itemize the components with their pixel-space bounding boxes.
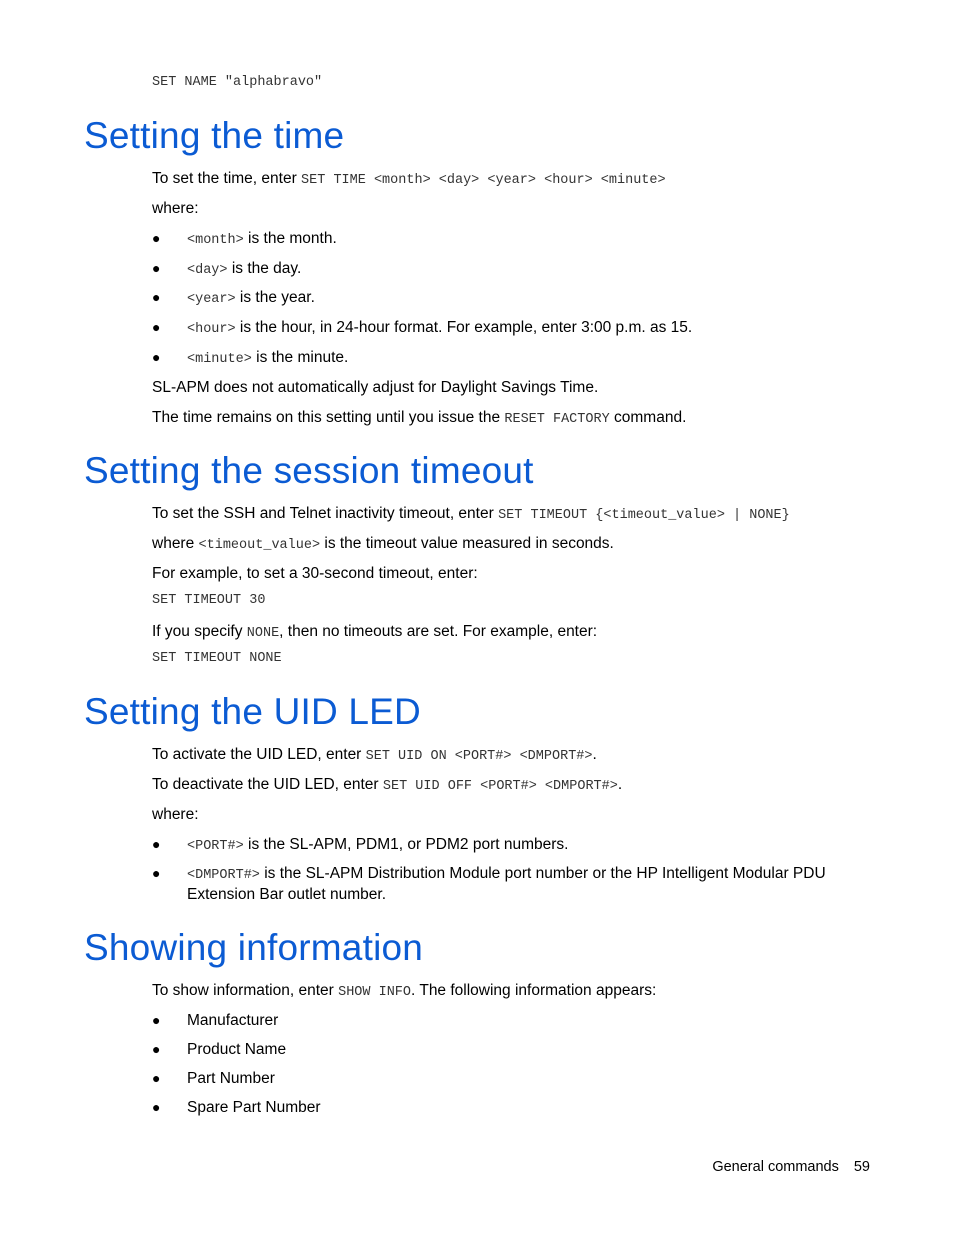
list-item: Product Name (187, 1041, 287, 1058)
timeout-example-code: SET TIMEOUT 30 (152, 593, 266, 608)
list-item-code: <year> (187, 292, 236, 307)
list-item (187, 260, 301, 280)
remain-code: RESET FACTORY (504, 412, 610, 427)
where-text: where (152, 535, 199, 552)
list-item-text: is the day. (227, 260, 302, 277)
list-item: Manufacturer (187, 1012, 279, 1029)
info-intro (152, 982, 656, 1002)
top-code-line: SET NAME "alphabravo" (152, 75, 323, 90)
timeout-intro-text: To set the SSH and Telnet inactivity timeout, enter (152, 505, 499, 522)
list-item-code: <minute> (187, 352, 252, 367)
remain-text-end: command. (609, 409, 687, 426)
page-number: 59 (853, 1159, 870, 1175)
heading-showing-info: Showing information (84, 927, 424, 968)
list-item-text: is the minute. (251, 349, 349, 366)
timeout-intro (152, 505, 790, 525)
bullet-icon: ● (152, 1099, 161, 1115)
info-intro-end: . The following information appears: (411, 982, 657, 999)
none-code: NONE (246, 626, 280, 641)
timeout-none-note (152, 623, 597, 643)
list-item (187, 319, 692, 339)
list-item (187, 836, 568, 856)
bullet-icon: ● (152, 319, 161, 335)
list-item: Spare Part Number (187, 1099, 321, 1116)
activate-end: . (592, 746, 597, 763)
uid-where: where: (152, 806, 199, 823)
none-text-end: , then no timeouts are set. For example, enter: (279, 623, 598, 640)
page-footer (712, 1159, 870, 1175)
heading-setting-time: Setting the time (84, 115, 345, 156)
bullet-icon: ● (152, 836, 161, 852)
bullet-icon: ● (152, 1041, 161, 1057)
list-item-code: <hour> (187, 322, 236, 337)
timeout-example-text: For example, to set a 30-second timeout, enter: (152, 565, 478, 582)
list-item-text: is the year. (235, 289, 315, 306)
list-item (187, 865, 826, 885)
list-item-text: is the SL-APM Distribution Module port number or the HP Intelligent Modular PDU (259, 865, 826, 882)
list-item: Part Number (187, 1070, 275, 1087)
deactivate-end: . (617, 776, 623, 793)
time-where: where: (152, 200, 199, 217)
deactivate-text: To deactivate the UID LED, enter (152, 776, 383, 793)
list-item (187, 230, 337, 250)
list-item-text: is the hour, in 24-hour format. For example, enter 3:00 p.m. as 15. (235, 319, 693, 336)
dst-note: SL-APM does not automatically adjust for Daylight Savings Time. (152, 379, 599, 396)
list-item-code: <month> (187, 233, 244, 248)
activate-text: To activate the UID LED, enter (152, 746, 366, 763)
bullet-icon: ● (152, 289, 161, 305)
time-remain-note (152, 409, 686, 429)
list-item-code: <DMPORT#> (187, 868, 260, 883)
where-text-end: is the timeout value measured in seconds. (320, 535, 614, 552)
time-intro-text: To set the time, enter (152, 170, 302, 187)
bullet-icon: ● (152, 1070, 161, 1086)
list-item-continuation: Extension Bar outlet number. (187, 886, 387, 903)
list-item-text: is the month. (243, 230, 337, 247)
heading-uid-led: Setting the UID LED (84, 691, 421, 732)
deactivate-code: SET UID OFF <PORT#> <DMPORT#> (382, 779, 618, 794)
heading-session-timeout: Setting the session timeout (84, 450, 534, 491)
info-intro-code: SHOW INFO (338, 985, 412, 1000)
bullet-icon: ● (152, 865, 161, 881)
time-intro-code: SET TIME <month> <day> <year> <hour> <minute> (301, 173, 666, 188)
bullet-icon: ● (152, 260, 161, 276)
bullet-icon: ● (152, 1012, 161, 1028)
list-item-code: <PORT#> (187, 839, 244, 854)
timeout-none-code: SET TIMEOUT NONE (152, 651, 282, 666)
none-text: If you specify (152, 623, 247, 640)
time-intro (152, 170, 666, 190)
remain-text: The time remains on this setting until you issue the (152, 409, 505, 426)
bullet-icon: ● (152, 349, 161, 365)
timeout-where (152, 535, 614, 555)
uid-deactivate (152, 776, 622, 796)
timeout-intro-code: SET TIMEOUT {<timeout_value> | NONE} (498, 508, 790, 523)
list-item-text: is the SL-APM, PDM1, or PDM2 port numbers. (243, 836, 569, 853)
list-item-code: <day> (187, 263, 228, 278)
list-item (187, 289, 315, 309)
activate-code: SET UID ON <PORT#> <DMPORT#> (365, 749, 593, 764)
bullet-icon: ● (152, 230, 161, 246)
where-code: <timeout_value> (198, 538, 321, 553)
list-item (187, 349, 348, 369)
uid-activate (152, 746, 597, 766)
info-intro-text: To show information, enter (152, 982, 339, 999)
footer-section: General commands (712, 1159, 839, 1175)
